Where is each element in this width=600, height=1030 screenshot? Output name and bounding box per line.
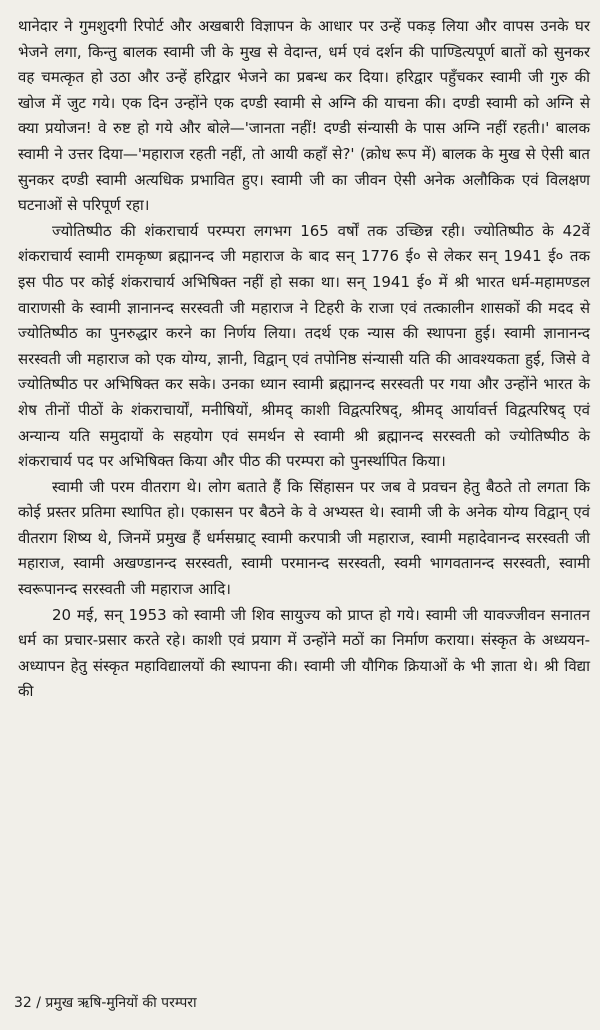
paragraph-3: स्वामी जी परम वीतराग थे। लोग बताते हैं कि सिंहासन पर जब वे प्रवचन हेतु बैठते तो लगता कि कोई प्रस्तर प्रतिमा स्थापित हो। एकासन पर बैठने के वे अभ्यस्त थे। स्वामी जी के अनेक योग्य विद्वान् एवं वीतराग शिष्य थे, जिनमें प्रमुख हैं धर्मसम्राट् स्वामी करपात्री जी महाराज, स्वामी महादेवानन्द सरस्वती जी महाराज, स्वामी अखण्डानन्द सरस्वती, स्वामी परमानन्द सरस्वती, स्वमी भागवतानन्द सरस्वती, स्वामी स्वरूपानन्द सरस्वती जी महाराज आदि। xyxy=(18,477,590,599)
paragraph-4: 20 मई, सन् 1953 को स्वामी जी शिव सायुज्य को प्राप्त हो गये। स्वामी जी यावज्जीवन सनातन धर्म का प्रचार-प्रसार करते रहे। काशी एवं प्रयाग में उन्होंने मठों का निर्माण कराया। संस्कृत के अध्ययन-अध्यापन हेतु संस्कृत महाविद्यालयों की स्थापना की। स्वामी जी यौगिक क्रियाओं के भी ज्ञाता थे। श्री विद्या की xyxy=(18,605,590,701)
page-footer: 32 / प्रमुख ऋषि-मुनियों की परम्परा xyxy=(14,995,197,1011)
paragraph-1: थानेदार ने गुमशुदगी रिपोर्ट और अखबारी विज्ञापन के आधार पर उन्हें पकड़ लिया और वापस उनके घर भेजने लगा, किन्तु बालक स्वामी जी के मुख से वेदान्त, धर्म एवं दर्शन की पाण्डित्यपूर्ण बातों को सुनकर वह चमत्कृत हो उठा और उन्हें हरिद्वार भेजने का प्रबन्ध कर दिया। हरिद्वार पहुँचकर स्वामी जी गुरु की खोज में जुट गये। एक दिन उन्होंने एक दण्डी स्वामी से अग्नि की याचना की। दण्डी स्वामी को अग्नि से क्या प्रयोजन! वे रुष्ट हो गये और बोले—'जानता नहीं! दण्डी संन्यासी के पास अग्नि नहीं रहती।' बालक स्वामी ने उत्तर दिया—'महाराज रहती नहीं, तो आयी कहाँ से?' (क्रोध रूप में) बालक के मुख से ऐसी बात सुनकर दण्डी स्वामी अत्यधिक प्रभावित हुए। स्वामी जी का जीवन ऐसी अनेक अलौकिक एवं विलक्षण घटनाओं से परिपूर्ण रहा। xyxy=(18,17,590,215)
page-body xyxy=(18,14,590,705)
paragraph-2: ज्योतिष्पीठ की शंकराचार्य परम्परा लगभग 165 वर्षों तक उच्छिन्न रही। ज्योतिष्पीठ के 42वें शंकराचार्य स्वामी रामकृष्ण ब्रह्मानन्द जी महाराज के बाद सन् 1776 ई० से लेकर सन् 1941 ई० तक इस पीठ पर कोई शंकराचार्य अभिषिक्त नहीं हो सका था। सन् 1941 ई० में श्री भारत धर्म-महामण्डल वाराणसी के स्वामी ज्ञानानन्द सरस्वती जी महाराज ने टिहरी के राजा एवं तत्कालीन शासकों की मदद से ज्योतिष्पीठ का पुनरुद्धार करने का निर्णय लिया। तदर्थ एक न्यास की स्थापना हुई। स्वामी ज्ञानानन्द सरस्वती जी महाराज को एक योग्य, ज्ञानी, विद्वान् एवं तपोनिष्ठ संन्यासी यति की आवश्यकता हुई, जिसे वे ज्योतिष्पीठ पर अभिषिक्त कर सके। उनका ध्यान स्वामी ब्रह्मानन्द सरस्वती पर गया और उन्होंने भारत के शेष तीनों पीठों के शंकराचार्यों, मनीषियों, श्रीमद् काशी विद्वत्परिषद्, श्रीमद् आर्यावर्त्त विद्वत्परिषद् एवं अन्यान्य यति समुदायों के सहयोग एवं समर्थन से स्वामी श्री ब्रह्मानन्द सरस्वती को ज्योतिष्पीठ के शंकराचार्य पद पर अभिषिक्त किया और पीठ की परम्परा को पुनर्स्थापित किया। xyxy=(18,221,590,471)
